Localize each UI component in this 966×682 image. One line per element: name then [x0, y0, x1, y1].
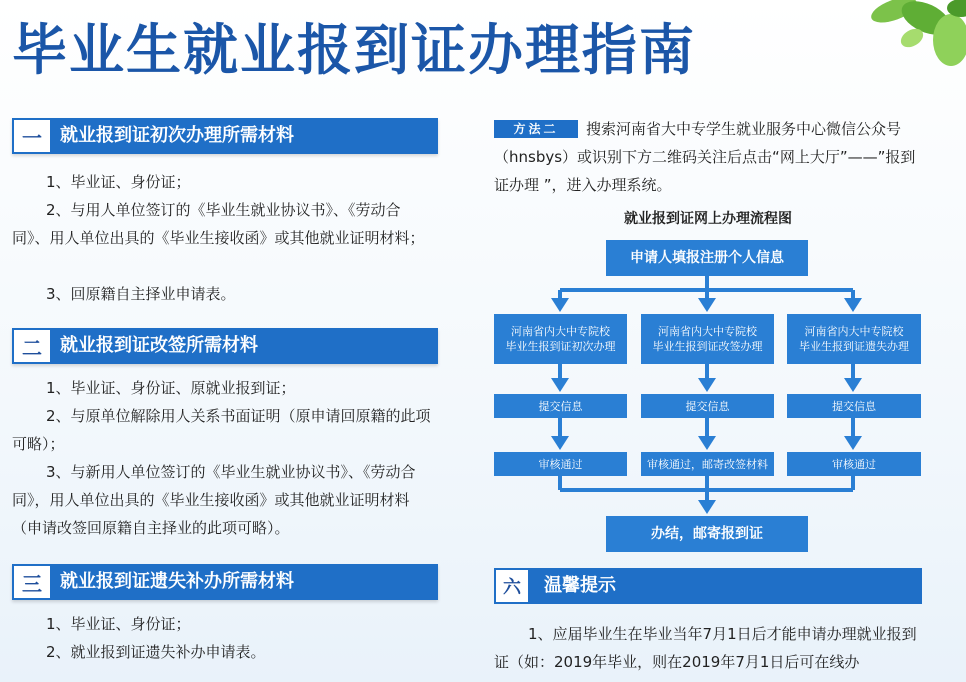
- method-2-text: 搜索河南省大中专学生就业服务中心微信公众号（hnsbys）或识别下方二维码关注后点击“网上大厅”——”报到证办理 ”，进入办理系统。: [494, 120, 916, 194]
- section-2-number: 二: [12, 328, 52, 364]
- section-3-number: 三: [12, 564, 52, 600]
- flow-branch-2-box: [641, 314, 774, 364]
- flow-branch-2-review: 审核通过，邮寄改签材料: [641, 452, 774, 476]
- section-1-item-1: 1、毕业证、身份证；: [46, 173, 191, 191]
- flow-branch-1-box: [494, 314, 627, 364]
- flow-branch-1-line2: 毕业生报到证初次办理: [505, 340, 616, 353]
- hint-title: 温馨提示: [544, 575, 616, 596]
- flow-branch-3-review: 审核通过: [787, 452, 921, 476]
- section-1-number: 一: [12, 118, 52, 154]
- hint-number: 六: [494, 568, 530, 604]
- hint-header: [494, 568, 922, 604]
- flow-branch-2-line1: 河南省内大中专院校: [658, 325, 757, 338]
- section-2-title: 就业报到证改签所需材料: [60, 335, 258, 356]
- section-3-title: 就业报到证遗失补办所需材料: [60, 571, 294, 592]
- section-1-item-2: 2、与用人单位签订的《毕业生就业协议书》、《劳动合同》、用人单位出具的《毕业生接收函》或其他就业证明材料；: [12, 201, 425, 247]
- flow-end-box: 办结，邮寄报到证: [606, 516, 808, 552]
- flow-branch-3-line2: 毕业生报到证遗失办理: [799, 340, 909, 353]
- page-title: 毕业生就业报到证办理指南: [12, 18, 697, 82]
- flow-start-box: 申请人填报注册个人信息: [606, 240, 808, 276]
- flow-branch-1-review: 审核通过: [494, 452, 627, 476]
- section-3-item-1: 1、毕业证、身份证；: [46, 615, 191, 633]
- section-1-item-3: 3、回原籍自主择业申请表。: [46, 285, 236, 303]
- flow-branch-2-submit: 提交信息: [641, 394, 774, 418]
- section-1-title: 就业报到证初次办理所需材料: [60, 125, 294, 146]
- method-2-tag: 方法二: [494, 120, 578, 138]
- section-2-item-3: 3、与新用人单位签订的《毕业生就业协议书》、《劳动合同》，用人单位出具的《毕业生接收函》或其他就业证明材料（申请改签回原籍自主择业的此项可略）。: [12, 463, 416, 537]
- section-2-item-1: 1、毕业证、身份证、原就业报到证；: [46, 379, 296, 397]
- flow-branch-2-line2: 毕业生报到证改签办理: [652, 340, 763, 353]
- flow-branch-1-line1: 河南省内大中专院校: [511, 325, 610, 338]
- hint-text: 1、应届毕业生在毕业当年7月1日后才能申请办理就业报到证（如：2019年毕业，则在2019年7月1日后可在线办: [494, 625, 917, 671]
- section-3-item-2: 2、就业报到证遗失补办申请表。: [46, 643, 266, 661]
- flow-branch-3-box: [787, 314, 921, 364]
- section-2-item-2: 2、与原单位解除用人关系书面证明（原申请回原籍的此项可略）；: [12, 407, 431, 453]
- flow-branch-1-submit: 提交信息: [494, 394, 627, 418]
- flow-branch-3-submit: 提交信息: [787, 394, 921, 418]
- flow-branch-3-line1: 河南省内大中专院校: [804, 325, 904, 338]
- flow-title: 就业报到证网上办理流程图: [624, 211, 792, 227]
